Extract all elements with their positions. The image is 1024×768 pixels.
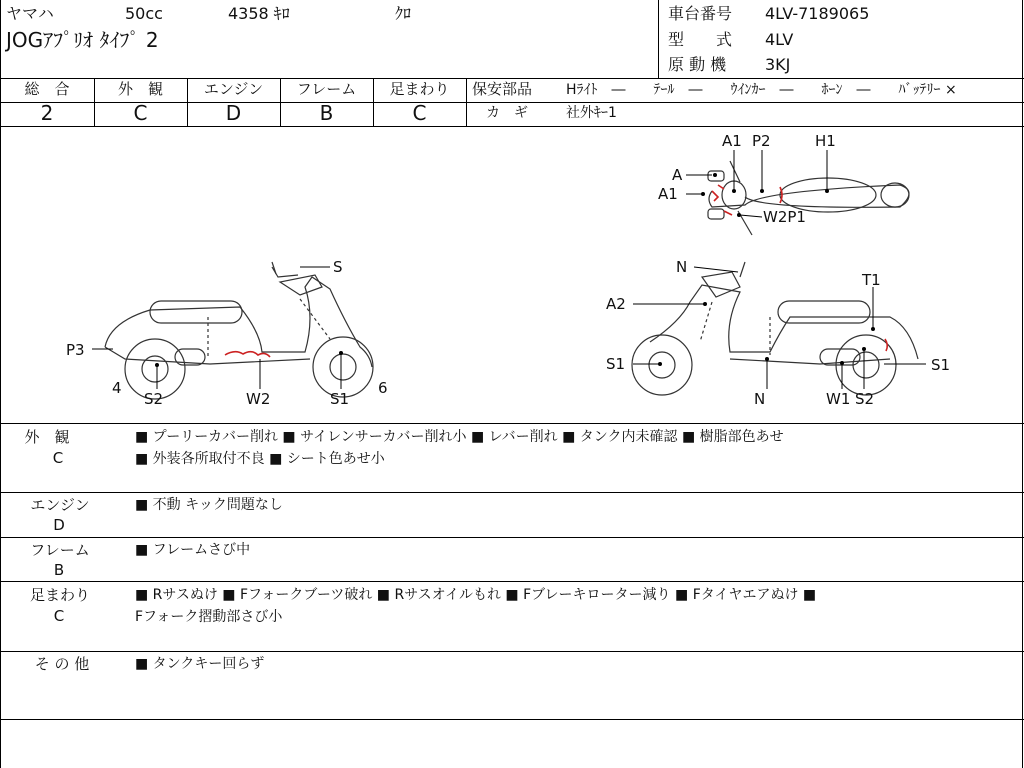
rule-exterior-bottom — [0, 492, 1024, 493]
label-right-W1: W1 — [826, 390, 851, 408]
mileage: 4358 ｷﾛ — [228, 4, 290, 23]
label-right-S1: S1 — [606, 355, 626, 373]
maker: ヤマハ — [6, 4, 54, 23]
rule-other-bottom — [0, 719, 1024, 720]
safety-label: 保安部品 — [472, 80, 533, 98]
label-right-S1b: S1 — [931, 356, 951, 374]
model-name: JOGｱﾌﾟﾘｵ ﾀｲﾌﾟ 2 — [6, 28, 159, 52]
rule-diagram-bottom — [0, 423, 1024, 424]
detail-line-engine-1: ■ 不動 キック問題なし — [135, 497, 283, 513]
rule-header-split — [658, 0, 659, 78]
grade-label-exterior: 外 観 — [117, 80, 163, 98]
type-value: 4LV — [765, 30, 794, 49]
detail-grade-exterior: C — [52, 449, 64, 467]
rule-right-edge — [1022, 0, 1023, 768]
detail-label-engine: エンジン — [30, 496, 90, 514]
type-label: 型 式 — [668, 30, 733, 49]
label-left-W2: W2 — [246, 390, 271, 408]
label-right-N2: N — [754, 390, 766, 408]
detail-grade-engine: D — [53, 516, 65, 534]
label-left-6: 6 — [378, 379, 388, 397]
detail-line-frame-1: ■ フレームさび中 — [135, 542, 251, 558]
scooter-top-view — [708, 161, 909, 235]
grade-value-suspension: C — [412, 101, 427, 125]
label-top-A1b: A1 — [722, 132, 742, 150]
detail-grade-suspension: C — [53, 607, 65, 625]
detail-grade-frame: B — [53, 561, 65, 579]
rule-col5 — [466, 78, 467, 126]
detail-label-suspension: 足まわり — [29, 586, 90, 604]
label-right-S2: S2 — [855, 390, 875, 408]
safety-items: Hﾗｲﾄ ― ﾃｰﾙ ― ｳｲﾝｶｰ ― ﾎｰﾝ ― ﾊﾞｯﾃﾘｰ × — [566, 82, 957, 98]
detail-line-exterior-2: ■ 外装各所取付不良 ■ シート色あせ小 — [135, 451, 385, 467]
displacement: 50cc — [125, 4, 163, 23]
detail-line-suspension-2: Fフォーク摺動部さび小 — [135, 609, 283, 625]
rule-safety-mid — [466, 102, 1024, 103]
damage-diagram — [0, 127, 1022, 422]
engine-value: 3KJ — [765, 55, 791, 74]
rule-header — [0, 78, 1024, 79]
detail-label-exterior: 外 観 — [24, 428, 70, 446]
label-top-H1: H1 — [815, 132, 836, 150]
label-top-W2P1: W2P1 — [763, 208, 806, 226]
label-top-A: A — [672, 166, 683, 184]
grade-value-engine: D — [225, 101, 242, 125]
rule-suspension-bottom — [0, 651, 1024, 652]
detail-line-other-1: ■ タンクキー回らず — [135, 656, 265, 672]
grade-label-frame: フレーム — [296, 80, 357, 98]
label-left-P3: P3 — [66, 341, 85, 359]
detail-label-frame: フレーム — [30, 541, 90, 559]
label-top-P2: P2 — [752, 132, 771, 150]
rule-frame-bottom — [0, 581, 1024, 582]
key-value: 社外ｷｰ1 — [566, 105, 617, 121]
key-label: カ ギ — [486, 105, 528, 121]
detail-line-exterior-1: ■ プーリーカバー削れ ■ サイレンサーカバー削れ小 ■ レバー削れ ■ タンク内未確認 ■ 樹脂部色あせ — [135, 429, 784, 445]
label-left-4: 4 — [112, 379, 122, 397]
engine-label: 原 動 機 — [668, 55, 727, 74]
label-left-S: S — [333, 258, 343, 276]
label-top-A1: A1 — [658, 185, 678, 203]
label-right-A2: A2 — [606, 295, 626, 313]
grade-value-frame: B — [319, 101, 334, 125]
scooter-left-view — [105, 262, 373, 399]
label-left-S1: S1 — [330, 390, 350, 408]
detail-line-suspension-1: ■ Rサスぬけ ■ Fフォークブーツ破れ ■ Rサスオイルもれ ■ Fブレーキローター減り ■ Fタイヤエアぬけ ■ — [135, 587, 817, 603]
grade-label-overall: 総 合 — [24, 80, 70, 98]
grade-value-exterior: C — [133, 101, 148, 125]
grade-label-suspension: 足まわり — [389, 80, 450, 98]
label-left-S2: S2 — [144, 390, 164, 408]
detail-label-other: そ の 他 — [34, 655, 90, 673]
grade-value-overall: 2 — [40, 101, 54, 125]
label-right-N: N — [676, 258, 688, 276]
grade-label-engine: エンジン — [203, 80, 264, 98]
label-right-T1: T1 — [862, 271, 881, 289]
rule-engine-bottom — [0, 537, 1024, 538]
color: ｸﾛ — [395, 4, 412, 23]
chassis-label: 車台番号 — [668, 4, 733, 23]
chassis-value: 4LV-7189065 — [765, 4, 870, 23]
